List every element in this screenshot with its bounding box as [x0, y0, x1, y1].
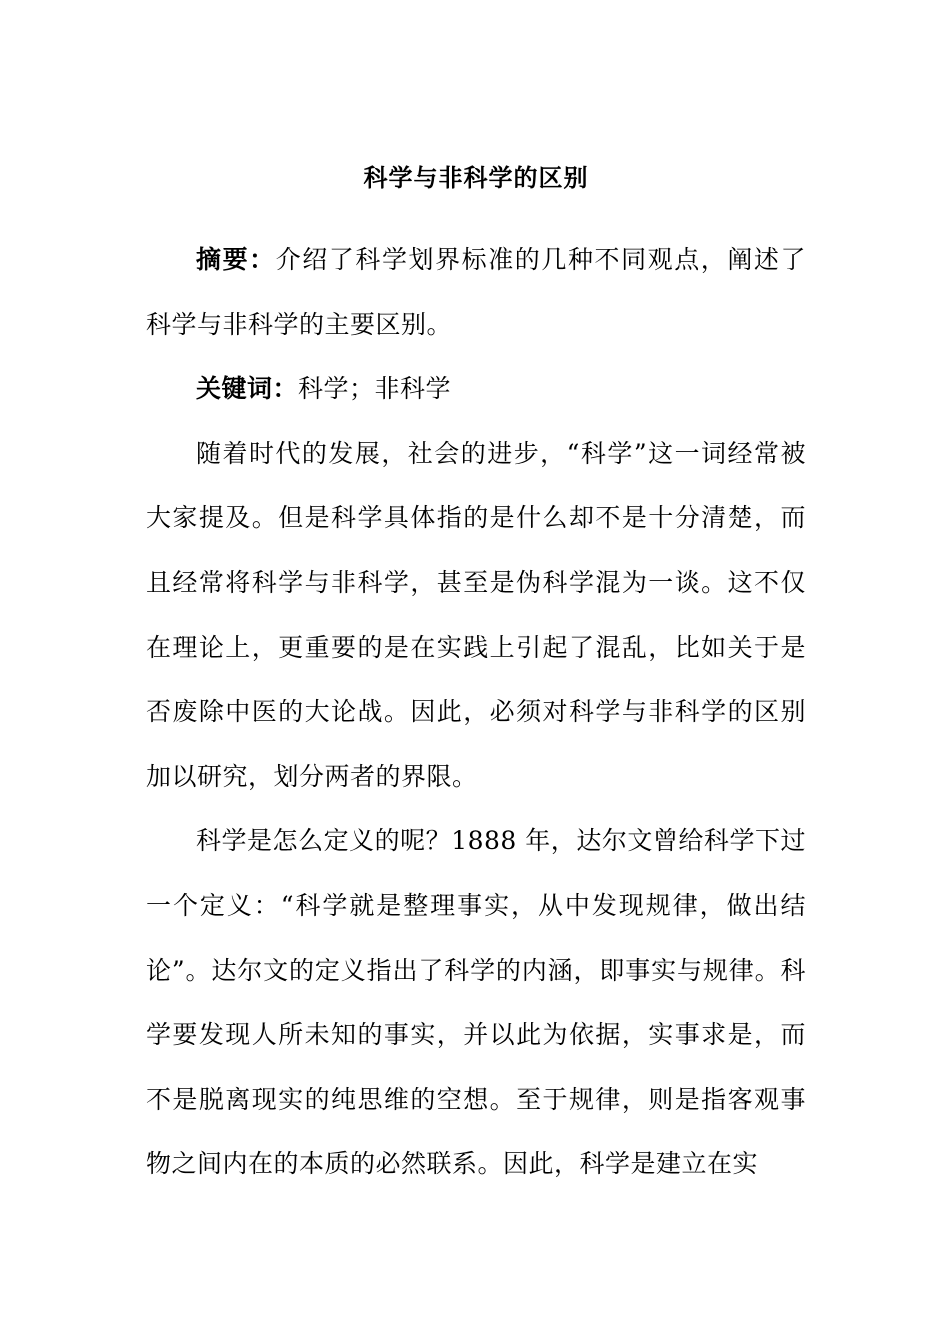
- keywords-text: 科学；非科学: [298, 374, 452, 404]
- keywords-label: 关键词：: [196, 374, 299, 404]
- document-title: 科学与非科学的区别: [363, 164, 589, 192]
- body-paragraph: 科学是怎么定义的呢？1888 年，达尔文曾给科学下过一个定义：“科学就是整理事实，从中发现规律，做出结论”。达尔文的定义指出了科学的内涵，即事实与规律。科学要发现人所未知的事实，并以此为依据，实事求是，而不是脱离现实的纯思维的空想。至于规律，则是指客观事物之间内在的本质的必然联系。因此，科学是建立在实: [146, 826, 806, 1179]
- document-body: [146, 228, 806, 1197]
- abstract-label: 摘要：: [196, 245, 276, 274]
- keywords-paragraph: [146, 357, 806, 422]
- abstract-paragraph: [146, 228, 806, 357]
- abstract-text: 介绍了科学划界标准的几种不同观点，阐述了科学与非科学的主要区别。: [146, 245, 806, 339]
- body-paragraph: 随着时代的发展，社会的进步，“科学”这一词经常被大家提及。但是科学具体指的是什么却不是十分清楚，而且经常将科学与非科学，甚至是伪科学混为一谈。这不仅在理论上，更重要的是在实践上引起了混乱，比如关于是否废除中医的大论战。因此，必须对科学与非科学的区别加以研究，划分两者的界限。: [146, 438, 806, 791]
